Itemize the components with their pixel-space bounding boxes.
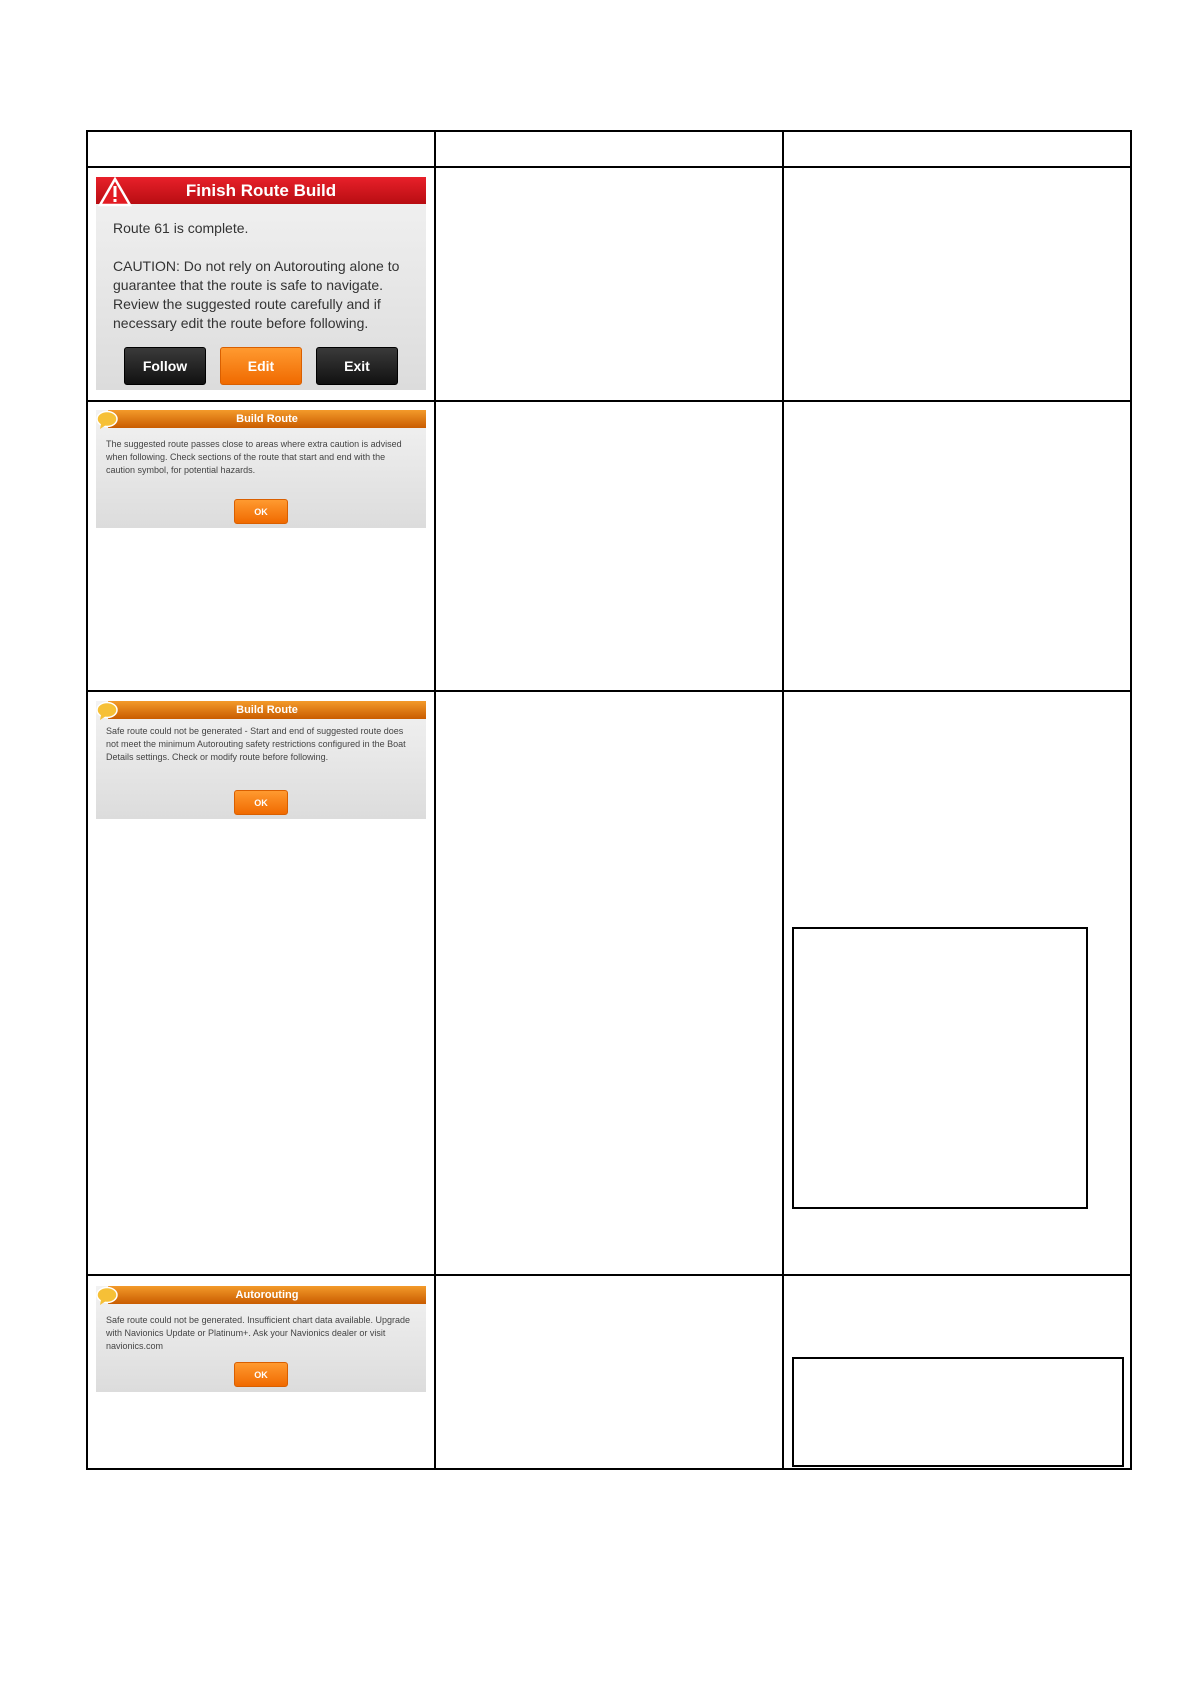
messages-table bbox=[86, 130, 1132, 1470]
ok-button[interactable]: OK bbox=[234, 1362, 288, 1387]
ok-button[interactable]: OK bbox=[234, 790, 288, 815]
edit-button[interactable]: Edit bbox=[220, 347, 302, 385]
ok-button[interactable]: OK bbox=[234, 499, 288, 524]
row-divider bbox=[88, 1274, 1130, 1276]
empty-note-box bbox=[792, 1357, 1124, 1467]
build-route-caution-dialog bbox=[96, 410, 426, 528]
dialog-message: Route 61 is complete. bbox=[113, 220, 249, 236]
speech-bubble-icon bbox=[96, 410, 118, 430]
finish-route-build-dialog bbox=[96, 177, 426, 390]
exit-button[interactable]: Exit bbox=[316, 347, 398, 385]
autorouting-dialog bbox=[96, 1286, 426, 1392]
dialog-message: The suggested route passes close to areas where extra caution is advised when following. Check sections of the route that start and end with the caution symbol, for potential hazards. bbox=[106, 439, 402, 475]
dialog-title: Autorouting bbox=[108, 1286, 426, 1304]
dialog-caution-message: CAUTION: Do not rely on Autorouting alone to guarantee that the route is safe to navigate. Review the suggested route carefully and if necessary edit the route before following. bbox=[113, 258, 400, 331]
dialog-message: Safe route could not be generated. Insufficient chart data available. Upgrade with Navionics Update or Platinum+. Ask your Navionics dealer or visit navionics.com bbox=[106, 1315, 411, 1351]
speech-bubble-icon bbox=[96, 1286, 118, 1306]
empty-note-box bbox=[792, 927, 1088, 1209]
dialog-title: Build Route bbox=[108, 410, 426, 428]
dialog-title: Finish Route Build bbox=[96, 177, 426, 204]
dialog-title: Build Route bbox=[108, 701, 426, 719]
column-divider bbox=[434, 132, 436, 1468]
column-divider bbox=[782, 132, 784, 1468]
build-route-safety-dialog bbox=[96, 701, 426, 819]
warning-triangle-icon bbox=[98, 177, 132, 207]
row-divider bbox=[88, 400, 1130, 402]
dialog-message: Safe route could not be generated - Start and end of suggested route does not meet the minimum Autorouting safety restrictions configured in the Boat Details settings. Check or modify route before following. bbox=[106, 726, 406, 762]
header-row-divider bbox=[88, 166, 1130, 168]
speech-bubble-icon bbox=[96, 701, 118, 721]
follow-button[interactable]: Follow bbox=[124, 347, 206, 385]
row-divider bbox=[88, 690, 1130, 692]
